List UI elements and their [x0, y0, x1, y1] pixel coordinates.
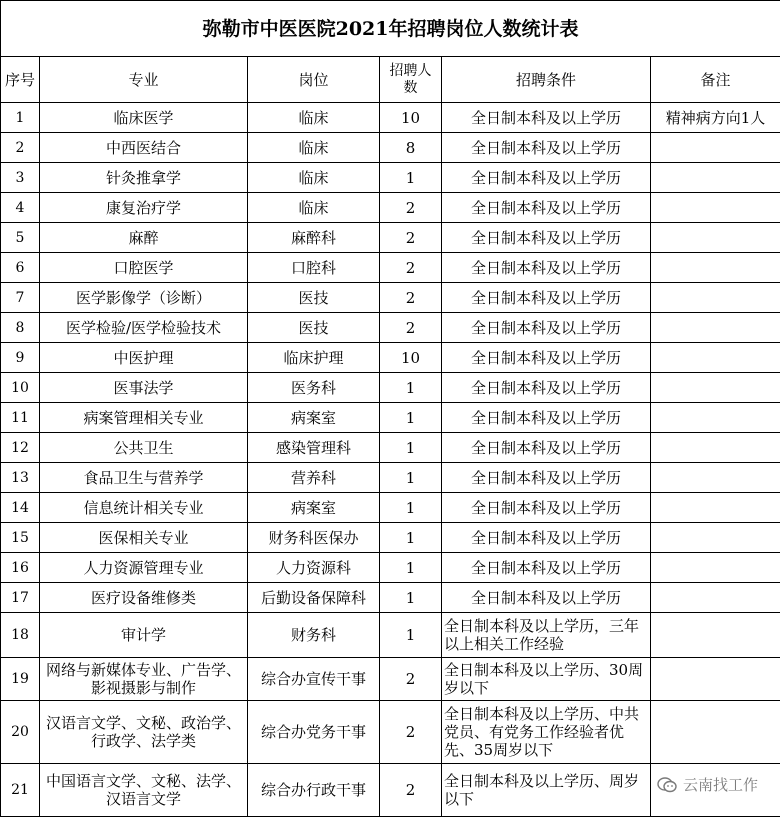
- cell-position: 医技: [248, 313, 380, 343]
- cell-count: 1: [380, 163, 442, 193]
- cell-position: 营养科: [248, 463, 380, 493]
- cell-count: 2: [380, 658, 442, 701]
- cell-requirement: 全日制本科及以上学历: [442, 103, 651, 133]
- cell-position: 综合办行政干事: [248, 764, 380, 817]
- cell-count: 1: [380, 433, 442, 463]
- cell-count: 2: [380, 253, 442, 283]
- cell-seq: 9: [1, 343, 40, 373]
- table-row: [1, 313, 780, 343]
- table-row: [1, 163, 780, 193]
- cell-requirement: 全日制本科及以上学历: [442, 493, 651, 523]
- table-row: [1, 223, 780, 253]
- cell-requirement: 全日制本科及以上学历: [442, 463, 651, 493]
- cell-major: 中国语言文学、文秘、法学、汉语言文学: [40, 764, 248, 817]
- cell-major: 中医护理: [40, 343, 248, 373]
- cell-count: 1: [380, 403, 442, 433]
- wechat-icon: [657, 777, 677, 793]
- cell-seq: 4: [1, 193, 40, 223]
- table-row: [1, 373, 780, 403]
- cell-count: 10: [380, 343, 442, 373]
- cell-seq: 7: [1, 283, 40, 313]
- table-row: [1, 553, 780, 583]
- header-requirement: 招聘条件: [442, 57, 651, 103]
- table-row: [1, 253, 780, 283]
- cell-position: 口腔科: [248, 253, 380, 283]
- cell-major: 针灸推拿学: [40, 163, 248, 193]
- cell-requirement: 全日制本科及以上学历: [442, 133, 651, 163]
- cell-major: 病案管理相关专业: [40, 403, 248, 433]
- cell-seq: 12: [1, 433, 40, 463]
- cell-seq: 2: [1, 133, 40, 163]
- cell-seq: 8: [1, 313, 40, 343]
- cell-position: 麻醉科: [248, 223, 380, 253]
- cell-requirement: 全日制本科及以上学历: [442, 403, 651, 433]
- cell-note: [651, 701, 780, 764]
- cell-count: 2: [380, 193, 442, 223]
- cell-position: 综合办党务干事: [248, 701, 380, 764]
- cell-count: 1: [380, 463, 442, 493]
- cell-note: [651, 163, 780, 193]
- cell-note: [651, 613, 780, 658]
- table-row: [1, 613, 780, 658]
- header-note: 备注: [651, 57, 780, 103]
- header-major: 专业: [40, 57, 248, 103]
- cell-position: 临床: [248, 133, 380, 163]
- cell-seq: 5: [1, 223, 40, 253]
- cell-position: 后勤设备保障科: [248, 583, 380, 613]
- cell-requirement: 全日制本科及以上学历: [442, 163, 651, 193]
- cell-note: [651, 283, 780, 313]
- cell-requirement: 全日制本科及以上学历: [442, 253, 651, 283]
- table-row: [1, 493, 780, 523]
- cell-note: [651, 493, 780, 523]
- cell-note: [651, 523, 780, 553]
- cell-position: 医务科: [248, 373, 380, 403]
- table-row: [1, 133, 780, 163]
- cell-requirement: 全日制本科及以上学历、中共党员、有党务工作经验者优先、35周岁以下: [442, 701, 651, 764]
- header-position: 岗位: [248, 57, 380, 103]
- cell-position: 感染管理科: [248, 433, 380, 463]
- header-count: 招聘人数: [380, 57, 442, 103]
- cell-position: 临床: [248, 193, 380, 223]
- cell-position: 临床护理: [248, 343, 380, 373]
- cell-count: 1: [380, 373, 442, 403]
- cell-count: 2: [380, 223, 442, 253]
- cell-seq: 19: [1, 658, 40, 701]
- cell-major: 信息统计相关专业: [40, 493, 248, 523]
- cell-count: 1: [380, 583, 442, 613]
- cell-requirement: 全日制本科及以上学历: [442, 523, 651, 553]
- cell-requirement: 全日制本科及以上学历: [442, 343, 651, 373]
- cell-count: 8: [380, 133, 442, 163]
- cell-note: [651, 253, 780, 283]
- table-row: [1, 463, 780, 493]
- cell-seq: 6: [1, 253, 40, 283]
- cell-major: 口腔医学: [40, 253, 248, 283]
- cell-requirement: 全日制本科及以上学历: [442, 373, 651, 403]
- cell-requirement: 全日制本科及以上学历，三年以上相关工作经验: [442, 613, 651, 658]
- cell-count: 1: [380, 613, 442, 658]
- cell-note: 精神病方向1人: [651, 103, 780, 133]
- cell-major: 网络与新媒体专业、广告学、影视摄影与制作: [40, 658, 248, 701]
- cell-major: 食品卫生与营养学: [40, 463, 248, 493]
- cell-major: 临床医学: [40, 103, 248, 133]
- cell-seq: 15: [1, 523, 40, 553]
- cell-position: 临床: [248, 103, 380, 133]
- cell-count: 1: [380, 493, 442, 523]
- table-row: [1, 701, 780, 764]
- cell-note: [651, 343, 780, 373]
- cell-note: [651, 658, 780, 701]
- cell-major: 康复治疗学: [40, 193, 248, 223]
- cell-requirement: 全日制本科及以上学历: [442, 553, 651, 583]
- table-row: [1, 433, 780, 463]
- cell-seq: 14: [1, 493, 40, 523]
- cell-major: 麻醉: [40, 223, 248, 253]
- cell-note: [651, 463, 780, 493]
- cell-requirement: 全日制本科及以上学历: [442, 223, 651, 253]
- cell-major: 人力资源管理专业: [40, 553, 248, 583]
- cell-major: 审计学: [40, 613, 248, 658]
- cell-note: [651, 373, 780, 403]
- cell-position: 临床: [248, 163, 380, 193]
- cell-major: 中西医结合: [40, 133, 248, 163]
- table-row: [1, 103, 780, 133]
- cell-requirement: 全日制本科及以上学历、30周岁以下: [442, 658, 651, 701]
- cell-seq: 21: [1, 764, 40, 817]
- cell-seq: 11: [1, 403, 40, 433]
- cell-major: 医学影像学（诊断）: [40, 283, 248, 313]
- cell-note: [651, 133, 780, 163]
- header-row: [1, 57, 780, 103]
- cell-position: 医技: [248, 283, 380, 313]
- cell-note: [651, 403, 780, 433]
- cell-count: 1: [380, 553, 442, 583]
- cell-major: 公共卫生: [40, 433, 248, 463]
- header-seq: 序号: [1, 57, 40, 103]
- cell-seq: 10: [1, 373, 40, 403]
- cell-requirement: 全日制本科及以上学历: [442, 193, 651, 223]
- cell-note: [651, 583, 780, 613]
- cell-seq: 17: [1, 583, 40, 613]
- cell-position: 病案室: [248, 403, 380, 433]
- cell-seq: 3: [1, 163, 40, 193]
- cell-count: 2: [380, 764, 442, 817]
- cell-seq: 13: [1, 463, 40, 493]
- cell-note: [651, 193, 780, 223]
- table-row: [1, 403, 780, 433]
- cell-seq: 18: [1, 613, 40, 658]
- table-row: [1, 343, 780, 373]
- table-row: [1, 193, 780, 223]
- cell-count: 2: [380, 313, 442, 343]
- cell-position: 人力资源科: [248, 553, 380, 583]
- cell-count: 1: [380, 523, 442, 553]
- cell-requirement: 全日制本科及以上学历: [442, 283, 651, 313]
- cell-note: [651, 223, 780, 253]
- cell-requirement: 全日制本科及以上学历: [442, 313, 651, 343]
- cell-requirement: 全日制本科及以上学历: [442, 433, 651, 463]
- cell-major: 医事法学: [40, 373, 248, 403]
- cell-position: 财务科医保办: [248, 523, 380, 553]
- cell-major: 医学检验/医学检验技术: [40, 313, 248, 343]
- cell-major: 汉语言文学、文秘、政治学、行政学、法学类: [40, 701, 248, 764]
- cell-requirement: 全日制本科及以上学历、周岁以下: [442, 764, 651, 817]
- cell-note: [651, 313, 780, 343]
- cell-major: 医保相关专业: [40, 523, 248, 553]
- cell-seq: 1: [1, 103, 40, 133]
- watermark: [657, 774, 758, 795]
- cell-requirement: 全日制本科及以上学历: [442, 583, 651, 613]
- cell-count: 10: [380, 103, 442, 133]
- cell-position: 财务科: [248, 613, 380, 658]
- table-row: [1, 583, 780, 613]
- table-title: 弥勒市中医医院2021年招聘岗位人数统计表: [1, 1, 780, 57]
- table-row: [1, 658, 780, 701]
- cell-count: 2: [380, 283, 442, 313]
- table-row: [1, 283, 780, 313]
- cell-note: [651, 433, 780, 463]
- cell-count: 2: [380, 701, 442, 764]
- cell-position: 病案室: [248, 493, 380, 523]
- watermark-text: 云南找工作: [682, 776, 758, 794]
- table-row: [1, 523, 780, 553]
- cell-major: 医疗设备维修类: [40, 583, 248, 613]
- cell-seq: 16: [1, 553, 40, 583]
- cell-note: [651, 553, 780, 583]
- cell-seq: 20: [1, 701, 40, 764]
- cell-position: 综合办宣传干事: [248, 658, 380, 701]
